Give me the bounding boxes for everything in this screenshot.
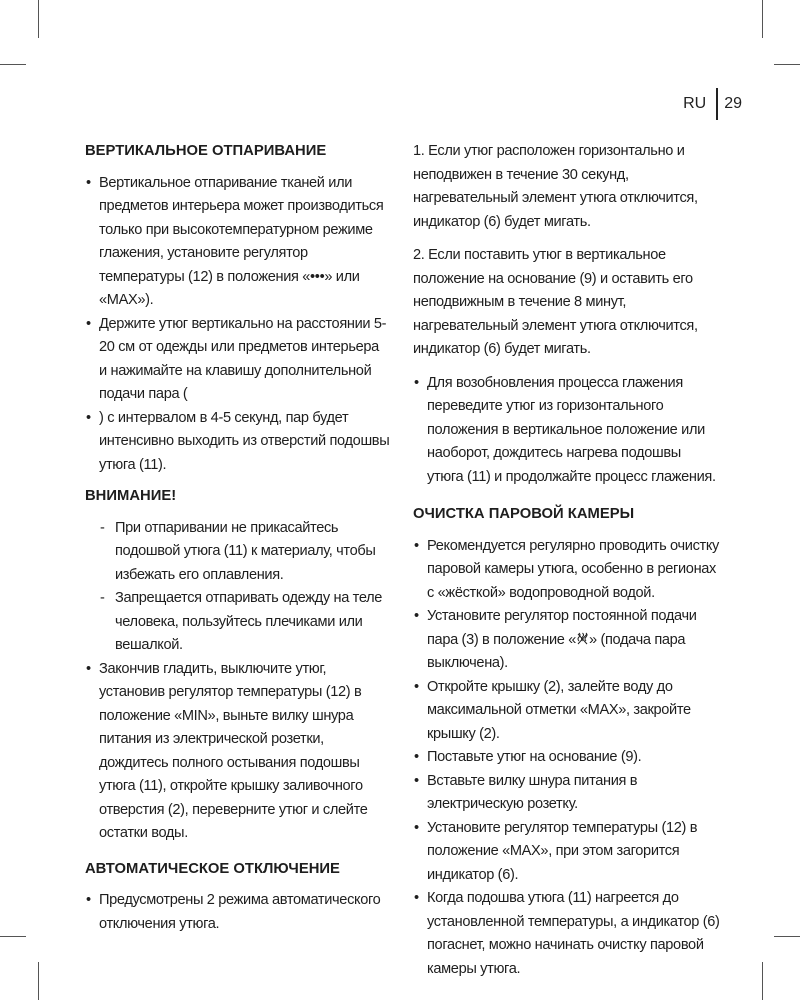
right-column: [413, 140, 720, 981]
list-item-text: Установите регулятор постоянной подачи пара (3) в положение «: [427, 608, 697, 648]
heading-vertical-steaming: ВЕРТИКАЛЬНОЕ ОТПАРИВАНИЕ: [85, 143, 327, 159]
vertical-steaming-list: [85, 172, 390, 478]
list-item: • ) с интервалом в 4-5 секунд, пар будет интенсивно выходить из отверстий подошвы утюга (11).: [85, 407, 390, 478]
list-item: • Для возобновления процесса глажения переведите утюг из горизонтального положения в вертикальное положение или наоборот, дождитесь нагрева подошвы утюга (11) и продолжайте процесс глажения.: [413, 372, 720, 490]
crop-mark: [762, 0, 763, 38]
page-header: [683, 88, 742, 120]
crop-mark: [774, 936, 800, 937]
crop-mark: [0, 936, 26, 937]
list-item: - При отпаривании не прикасайтесь подошвой утюга (11) к материалу, чтобы избежать его оплавления.: [85, 517, 390, 588]
crop-mark: [774, 64, 800, 65]
list-item: • Когда подошва утюга (11) нагреется до установленной температуры, а индикатор (6) погаснет, можно начинать очистку паровой камеры утюга.: [413, 887, 720, 981]
list-item: • Установите регулятор температуры (12) в положение «MAX», при этом загорится индикатор (6).: [413, 817, 720, 888]
crop-mark: [762, 962, 763, 1000]
list-item: • Поставьте утюг на основание (9).: [413, 746, 720, 770]
auto-shutoff-list: [85, 889, 390, 936]
list-item-text: » (подача пара выключена).: [427, 631, 686, 671]
paragraph: 1. Если утюг расположен горизонтально и неподвижен в течение 30 секунд, нагревательный элемент утюга отключится, индикатор (6) будет мигать.: [413, 143, 698, 230]
list-item: • Закончив гладить, выключите утюг, установив регулятор температуры (12) в положение «MIN», выньте вилку шнура питания из электрической розетки, дождитесь полного остывания подошвы утюга (11), откройте крышку заливочного отверстия (2), переверните утюг и слейте остатки воды.: [85, 658, 390, 846]
list-item: • Вставьте вилку шнура питания в электрическую розетку.: [413, 770, 720, 817]
resume-list: [413, 372, 720, 490]
language-code: RU: [683, 95, 707, 112]
header-divider: [716, 88, 718, 120]
crop-mark: [38, 962, 39, 1000]
list-item: • Держите утюг вертикально на расстоянии 5-20 см от одежды или предметов интерьера и нажимайте на клавишу дополнительной подачи пара (: [85, 313, 390, 407]
crop-mark: [38, 0, 39, 38]
left-column: [85, 140, 390, 936]
list-item: - Запрещается отпаривать одежду на теле человека, пользуйтесь плечиками или вешалкой.: [85, 587, 390, 658]
list-item: • Рекомендуется регулярно проводить очистку паровой камеры утюга, особенно в регионах с «жёсткой» водопроводной водой.: [413, 535, 720, 606]
steam-off-icon: [577, 631, 588, 645]
cleaning-list: [413, 535, 720, 982]
heading-warning: ВНИМАНИЕ!: [85, 488, 177, 504]
warning-list: [85, 517, 390, 846]
list-item: • Вертикальное отпаривание тканей или предметов интерьера может производиться только при высокотемпературном режиме глажения, установите регулятор температуры (12) в положения «•••» или «MAX»).: [85, 172, 390, 313]
list-item: • Откройте крышку (2), залейте воду до максимальной отметки «MAX», закройте крышку (2).: [413, 676, 720, 747]
crop-mark: [0, 64, 26, 65]
paragraph: 2. Если поставить утюг в вертикальное положение на основание (9) и оставить его неподвижным в течение 8 минут, нагревательный элемент утюга отключится, индикатор (6) будет мигать.: [413, 247, 698, 357]
heading-auto-shutoff: АВТОМАТИЧЕСКОЕ ОТКЛЮЧЕНИЕ: [85, 860, 340, 877]
heading-steam-chamber-cleaning: ОЧИСТКА ПАРОВОЙ КАМЕРЫ: [413, 506, 635, 522]
page-number: 29: [724, 95, 742, 112]
list-item: [413, 605, 720, 676]
list-item: • Предусмотрены 2 режима автоматического отключения утюга.: [85, 889, 390, 936]
